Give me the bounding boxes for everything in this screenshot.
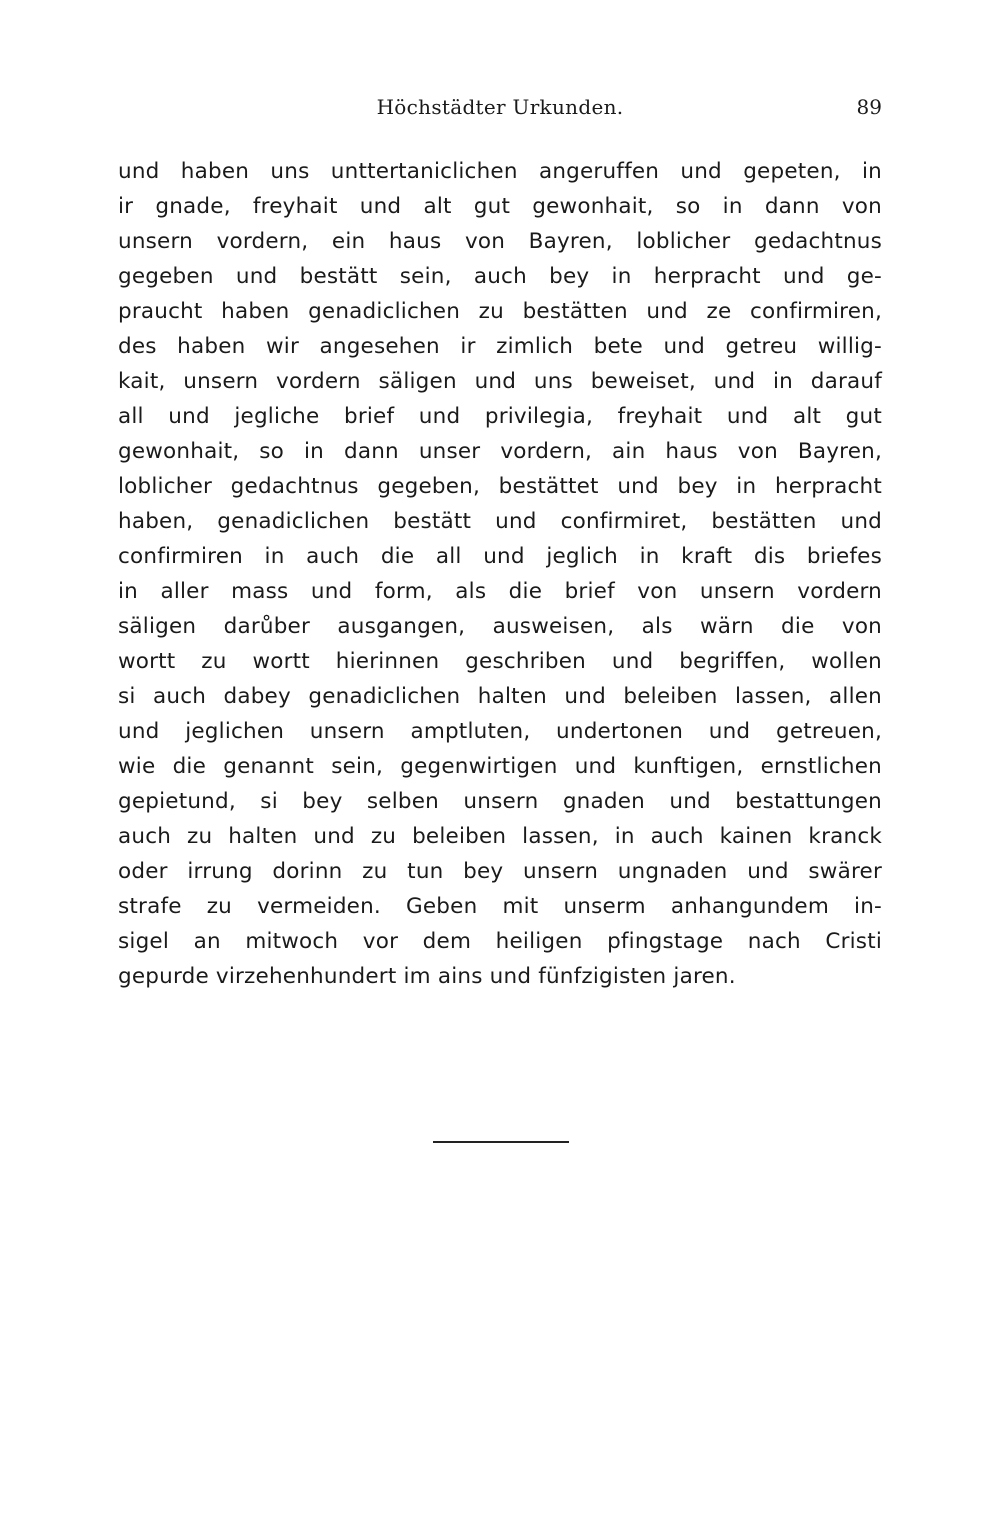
text-line: oder irrung dorinn zu tun bey unsern ungnaden und swärer <box>118 859 882 884</box>
end-rule <box>433 1141 569 1143</box>
text-line: si auch dabey genadiclichen halten und beleiben lassen, allen <box>118 684 882 709</box>
text-line: all und jegliche brief und privilegia, freyhait und alt gut <box>118 404 882 429</box>
body-text <box>118 154 882 994</box>
text-line: haben, genadiclichen bestätt und confirmiret, bestätten und <box>118 509 882 534</box>
text-line: und jeglichen unsern amptluten, undertonen und getreuen, <box>118 719 882 744</box>
text-line: wie die genannt sein, gegenwirtigen und kunftigen, ernstlichen <box>118 754 882 779</box>
text-line: in aller mass und form, als die brief von unsern vordern <box>118 579 882 604</box>
text-line: unsern vordern, ein haus von Bayren, loblicher gedachtnus <box>118 229 882 254</box>
text-line: ir gnade, freyhait und alt gut gewonhait, so in dann von <box>118 194 882 219</box>
text-line: auch zu halten und zu beleiben lassen, in auch kainen kranck <box>118 824 882 849</box>
text-line: gepurde virzehenhundert im ains und fünfzigisten jaren. <box>118 964 736 989</box>
text-line: loblicher gedachtnus gegeben, bestättet und bey in herpracht <box>118 474 882 499</box>
text-line: strafe zu vermeiden. Geben mit unserm anhangundem in- <box>118 894 882 919</box>
running-head <box>118 92 882 122</box>
text-line: gewonhait, so in dann unser vordern, ain haus von Bayren, <box>118 439 882 464</box>
text-line: säligen darůber ausgangen, ausweisen, als wärn die von <box>118 614 882 639</box>
text-line: gepietund, si bey selben unsern gnaden und bestattungen <box>118 789 882 814</box>
text-line: wortt zu wortt hierinnen geschriben und begriffen, wollen <box>118 649 882 674</box>
running-title: Höchstädter Urkunden. <box>376 95 624 119</box>
text-line: sigel an mitwoch vor dem heiligen pfingstage nach Cristi <box>118 929 882 954</box>
text-line: praucht haben genadiclichen zu bestätten und ze confirmiren, <box>118 299 882 324</box>
text-line: confirmiren in auch die all und jeglich in kraft dis briefes <box>118 544 882 569</box>
page-number: 89 <box>856 95 882 119</box>
text-line: gegeben und bestätt sein, auch bey in herpracht und ge- <box>118 264 882 289</box>
text-line: des haben wir angesehen ir zimlich bete und getreu willig- <box>118 334 882 359</box>
text-line: und haben uns unttertaniclichen angeruffen und gepeten, in <box>118 159 882 184</box>
text-line: kait, unsern vordern säligen und uns beweiset, und in darauf <box>118 369 882 394</box>
